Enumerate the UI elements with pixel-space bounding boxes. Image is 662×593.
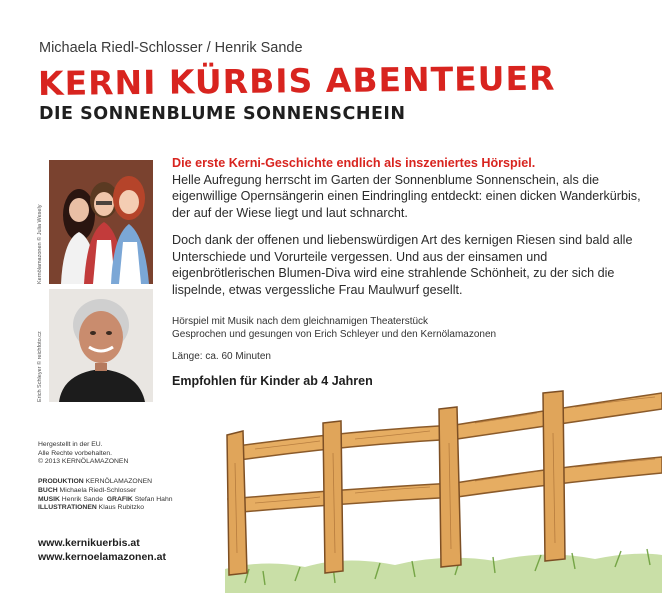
description-text-1: Helle Aufregung herrscht im Garten der Sonnenblume Sonnenschein, als die eigenwillige Opernsängerin einen Eindringling entdeckt: einen dicken Wanderkürbis, der auf der Wiese liegt und laut schnarcht. — [172, 172, 641, 220]
credit-illustrationen: ILLUSTRATIONEN Klaus Rubitzko — [38, 504, 145, 512]
description-paragraph-2: Doch dank der offenen und liebenswürdigen Art des kernigen Riesen sind bald alle Unterschiede und Vorurteile vergessen. Und aus der einsamen und eigenbrötlerischen Blumen-Diva wird eine strahlende Schönheit, zu der sich die lispelnde, etwas vergessliche Frau Maulwurf gesellt. — [172, 233, 633, 297]
info-line-1: Hörspiel mit Musik nach dem gleichnamigen Theaterstück — [172, 316, 429, 327]
photo-kernoelamazonen — [49, 160, 153, 284]
legal-notice — [38, 441, 128, 467]
copyright-line: © 2013 KERNÖLAMAZONEN — [38, 458, 129, 465]
description-paragraph-1 — [172, 155, 642, 221]
credit-buch: BUCH Michaela Riedl-Schlosser — [38, 486, 137, 494]
photo-credit-1: Kernölamazonen © Julia Wesely — [37, 204, 43, 284]
lead-sentence: Die erste Kerni-Geschichte endlich als inszeniertes Hörspiel. — [172, 156, 536, 170]
website-link-kernikuerbis[interactable]: www.kernikuerbis.at — [38, 537, 140, 549]
photo-erich-schleyer — [49, 289, 153, 402]
legal-line: Hergestellt in der EU. — [38, 441, 103, 448]
info-line-2: Gesprochen und gesungen von Erich Schleyer und den Kernölamazonen — [172, 329, 497, 340]
subtitle: DIE SONNENBLUME SONNENSCHEIN — [39, 104, 406, 124]
fence-illustration — [225, 373, 662, 593]
credit-produktion: PRODUKTION KERNÖLAMAZONEN — [38, 478, 153, 485]
legal-line: Alle Rechte vorbehalten. — [38, 449, 113, 457]
authors: Michaela Riedl-Schlosser / Henrik Sande — [39, 40, 303, 56]
title: KERNI KÜRBIS ABENTEUER — [37, 58, 556, 103]
age-recommendation: Empfohlen für Kinder ab 4 Jahren — [172, 374, 373, 388]
photo-credit-2: Erich Schleyer © reichfoto.cz — [37, 331, 43, 402]
credits — [38, 478, 173, 513]
credit-musik-grafik: MUSIK Henrik Sande GRAFIK Stefan Hahn — [38, 495, 173, 503]
website-link-kernoelamazonen[interactable]: www.kernoelamazonen.at — [38, 551, 166, 563]
length-info: Länge: ca. 60 Minuten — [172, 351, 271, 362]
